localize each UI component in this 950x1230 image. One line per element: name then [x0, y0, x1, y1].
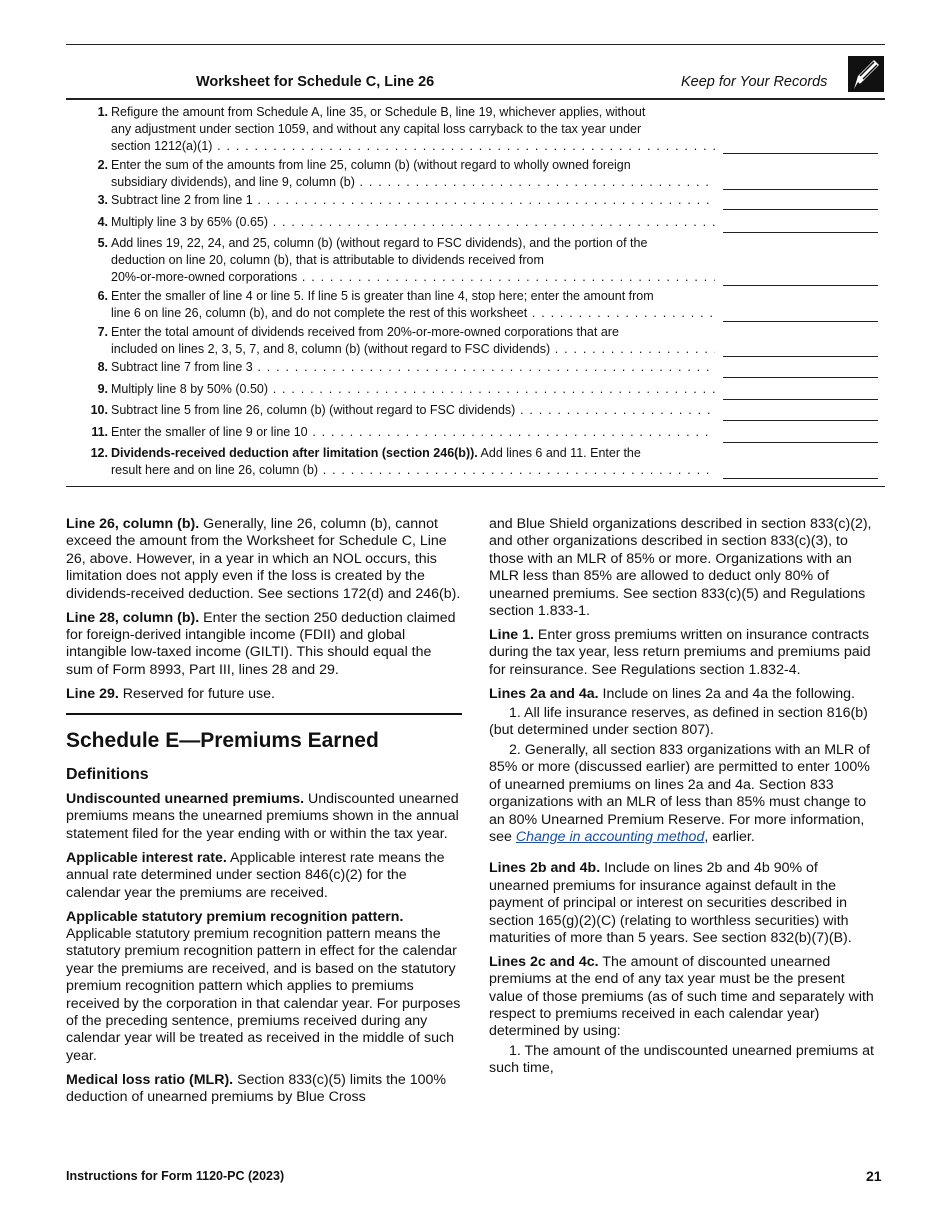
worksheet-row: 3. Subtract line 2 from line 1 . . .	[66, 192, 884, 210]
entry-line[interactable]	[723, 478, 878, 479]
entry-line[interactable]	[723, 232, 878, 233]
entry-line[interactable]	[723, 356, 878, 357]
worksheet-row: 10. Subtract line 5 from line 26, column (b) (without regard to FSC dividends) . . .	[66, 402, 884, 420]
line-1-paragraph: Line 1. Enter gross premiums written on insurance contracts during the tax year, less return premiums and premiums paid for reinsurance. See Regulations section 1.832-4.	[489, 626, 871, 678]
line-29-paragraph: Line 29. Reserved for future use.	[66, 685, 275, 702]
definition-mlr: Medical loss ratio (MLR). Section 833(c)(5) limits the 100% deduction of unearned premiums by Blue Cross	[66, 1071, 447, 1106]
records-pencil-icon	[848, 56, 884, 92]
entry-line[interactable]	[723, 442, 878, 443]
entry-line[interactable]	[723, 321, 878, 322]
keep-for-records-note: Keep for Your Records	[681, 74, 828, 90]
definitions-heading: Definitions	[66, 766, 149, 784]
footer-form-name: Instructions for Form 1120-PC (2023)	[66, 1169, 285, 1183]
entry-line[interactable]	[723, 285, 878, 286]
list-item: 1. The amount of the undiscounted unearned premiums at such time,	[489, 1042, 874, 1077]
worksheet-row: 2. Enter the sum of the amounts from line 25, column (b) (without regard to wholly owned foreign subsidiary dividends), and line 9, column (b) . . .	[66, 157, 884, 191]
worksheet-row: 1. Refigure the amount from Schedule A, line 35, or Schedule B, line 19, whichever applies, without any adjustment under section 1059, and without any capital loss carryback to the tax year under section 1212(a)(1) . . .	[66, 104, 884, 155]
worksheet-title: Worksheet for Schedule C, Line 26	[196, 74, 435, 90]
line-28-paragraph: Line 28, column (b). Enter the section 250 deduction claimed for foreign-derived intangible income (FDII) and global intangible low-taxed income (GILTI). This should equal the sum of Form 8993, Part III, lines 28 and 29.	[66, 609, 456, 678]
worksheet-row: 7. Enter the total amount of dividends received from 20%-or-more-owned corporations that are included on lines 2, 3, 5, 7, and 8, column (b) (without regard to FSC dividends) . . .	[66, 324, 884, 358]
section-rule	[66, 713, 462, 715]
right-column	[489, 516, 881, 1084]
entry-line[interactable]	[723, 209, 878, 210]
worksheet-row: 4. Multiply line 3 by 65% (0.65) . . .	[66, 214, 884, 232]
top-rule	[66, 44, 885, 45]
worksheet-row: 8. Subtract line 7 from line 3 . . .	[66, 359, 884, 377]
line-26-paragraph: Line 26, column (b). Generally, line 26, column (b), cannot exceed the amount from the Worksheet for Schedule C, Line 26, above. However, in a year in which an NOL occurs, this limitation does not apply even if the loss is created by the dividends-received deduction. See sections 172(d) and 246(b).	[66, 516, 461, 602]
list-item: 2. Generally, all section 833 organizations with an MLR of 85% or more (discussed earlier) are permitted to enter 100% of unearned premiums on lines 2a and 4a. Section 833 organizations with an MLR of less than 85% must change to an 80% Unearned Premium Reserve. For more information, see Change in accounting method, earlier.	[489, 741, 870, 845]
worksheet-row: 12. Dividends-received deduction after limitation (section 246(b)). Add lines 6 and 11. Enter the result here and on line 26, column (b) . . .	[66, 445, 884, 479]
worksheet-row: 6. Enter the smaller of line 4 or line 5. If line 5 is greater than line 4, stop here; enter the amount from line 6 on line 26, column (b), and do not complete the rest of this worksheet . . .	[66, 288, 884, 322]
left-column	[66, 516, 462, 1113]
lines-2a-4a-paragraph: Lines 2a and 4a. Include on lines 2a and 4a the following.	[489, 685, 855, 702]
definition-recognition-pattern: Applicable statutory premium recognition pattern. Applicable statutory premium recognition pattern means the statutory premium recognition pattern in effect for the calendar year the premiums are received, and is based on the statutory premium recognition pattern which applies to premiums received by the corporation in that calendar year. For purposes of the preceding sentence, premiums received during any calendar year will be treated as received in the middle of such year.	[66, 908, 461, 1064]
definition-undiscounted: Undiscounted unearned premiums. Undiscounted unearned premiums means the unearned premiums shown in the annual statement filed for the year ending with or within the tax year.	[66, 791, 459, 842]
definition-interest-rate: Applicable interest rate. Applicable interest rate means the annual rate determined under section 846(c)(2) for the calendar year the premiums are received.	[66, 849, 445, 901]
entry-line[interactable]	[723, 189, 878, 190]
lines-2b-4b-paragraph: Lines 2b and 4b. Include on lines 2b and 4b 90% of unearned premiums for insurance against default in the payment of principal or interest on securities described in section 165(g)(2)(C) (relating to worthless securities) with maturities of more than 5 years. See section 832(b)(7)(B).	[489, 860, 852, 946]
row-12-bold-lead: Dividends-received deduction after limitation (section 246(b)).	[111, 446, 478, 460]
list-item: 1. All life insurance reserves, as defined in section 816(b) (but determined under section 807).	[489, 705, 868, 739]
worksheet-top-rule	[66, 98, 885, 100]
entry-line[interactable]	[723, 153, 878, 154]
worksheet-row: 5. Add lines 19, 22, 24, and 25, column (b) (without regard to FSC dividends), and the portion of the deduction on line 20, column (b), that is attributable to dividends received from 20%-or-more-owned corporations . . .	[66, 235, 884, 286]
worksheet-bottom-rule	[66, 486, 885, 487]
mlr-continued: and Blue Shield organizations described in section 833(c)(2), and other organizations described in section 833(c)(3), to those with an MLR of 85% or more. Organizations with an MLR less than 85% are allowed to deduct only 80% of unearned premiums. See section 833(c)(5) and Regulations section 1.833-1.	[489, 516, 872, 620]
page-number: 21	[866, 1168, 882, 1184]
lines-2c-4c-paragraph: Lines 2c and 4c. The amount of discounted unearned premiums at the end of any tax year must be the present value of those premiums (as of such time and separately with respect to premiums received in each calendar year) determined by using:	[489, 953, 874, 1040]
entry-line[interactable]	[723, 399, 878, 400]
worksheet-row: 9. Multiply line 8 by 50% (0.50) . . .	[66, 381, 884, 399]
worksheet-row: 11. Enter the smaller of line 9 or line 10 . . .	[66, 424, 884, 442]
entry-line[interactable]	[723, 420, 878, 421]
change-in-accounting-method-link[interactable]: Change in accounting method	[515, 828, 705, 845]
entry-line[interactable]	[723, 377, 878, 378]
section-title: Schedule E—Premiums Earned	[66, 729, 379, 753]
row-number: 1.	[97, 105, 108, 119]
